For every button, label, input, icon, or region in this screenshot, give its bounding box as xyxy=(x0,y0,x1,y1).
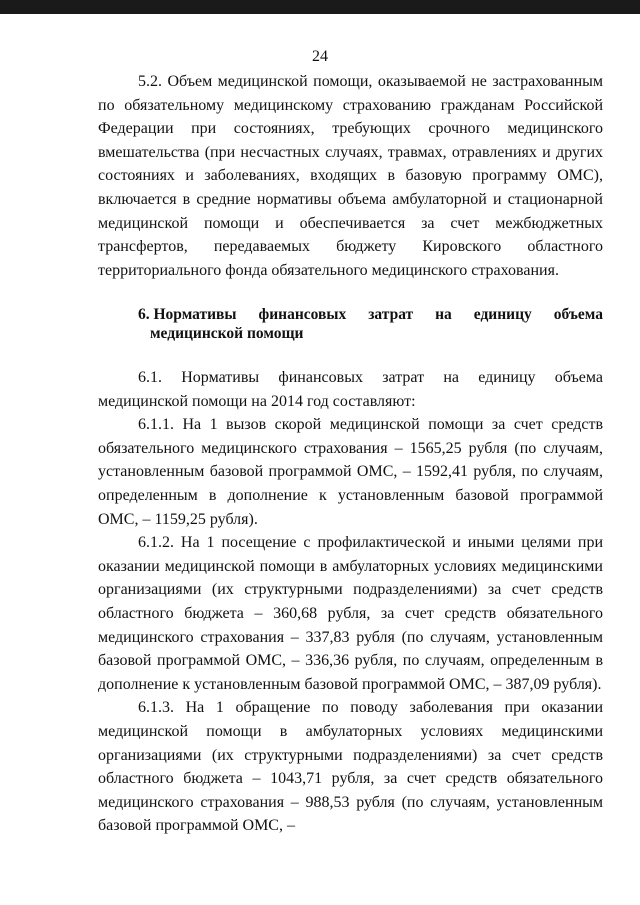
paragraph-6-1-3: 6.1.3. На 1 обращение по поводу заболевания при оказании медицинской помощи в амбулаторных условиях медицинскими организациями (их структурными подразделениями) за счет средств областного бюджета – 1043,71 рубля, за счет средств обязательного медицинского страхования – 988,53 рубля (по случаям, установленным базовой программой ОМС, – xyxy=(98,699,603,835)
heading-word: затрат xyxy=(368,306,414,323)
scan-top-border xyxy=(0,0,640,14)
heading-word: единицу xyxy=(473,306,532,323)
heading-line-2: медицинской помощи xyxy=(150,325,304,342)
page-number: 24 xyxy=(312,48,328,65)
heading-word: 6. Нормативы xyxy=(138,306,237,323)
section-6-body xyxy=(98,366,603,838)
section-5-2 xyxy=(98,70,603,282)
heading-line-1 xyxy=(98,305,603,324)
paragraph-5-2: 5.2. Объем медицинской помощи, оказываемой не застрахованным по обязательному медицинскому страхованию гражданам Российской Федерации при состояниях, требующих срочного медицинского вмешательства (при несчастных случаях, травмах, отравлениях и других состояниях и заболеваниях, входящих в базовую программу ОМС), включается в средние нормативы объема амбулаторной и стационарной медицинской помощи и обеспечивается за счет межбюджетных трансфертов, передаваемых бюджету Кировского областного территориального фонда обязательного медицинского страхования. xyxy=(98,73,603,279)
heading-word: финансовых xyxy=(258,306,347,323)
section-6-heading xyxy=(98,305,603,343)
heading-word: объема xyxy=(553,306,603,323)
paragraph-6-1-1: 6.1.1. На 1 вызов скорой медицинской помощи за счет средств обязательного медицинского страхования – 1565,25 рубля (по случаям, установленным базовой программой ОМС, – 1592,41 рубля, по случаям, определенным в дополнение к установленным базовой программой ОМС, – 1159,25 рубля). xyxy=(98,416,603,528)
heading-word: на xyxy=(435,306,452,323)
paragraph-6-1: 6.1. Нормативы финансовых затрат на единицу объема медицинской помощи на 2014 год составляют: xyxy=(98,369,603,410)
paragraph-6-1-2: 6.1.2. На 1 посещение с профилактической и иными целями при оказании медицинской помощи в амбулаторных условиях медицинскими организациями (их структурными подразделениями) за счет средств областного бюджета – 360,68 рубля, за счет средств обязательного медицинского страхования – 337,83 рубля (по случаям, установленным базовой программой ОМС, – 336,36 рубля, по случаям, определенным в дополнение к установленным базовой программой ОМС, – 387,09 рубля). xyxy=(98,534,603,693)
